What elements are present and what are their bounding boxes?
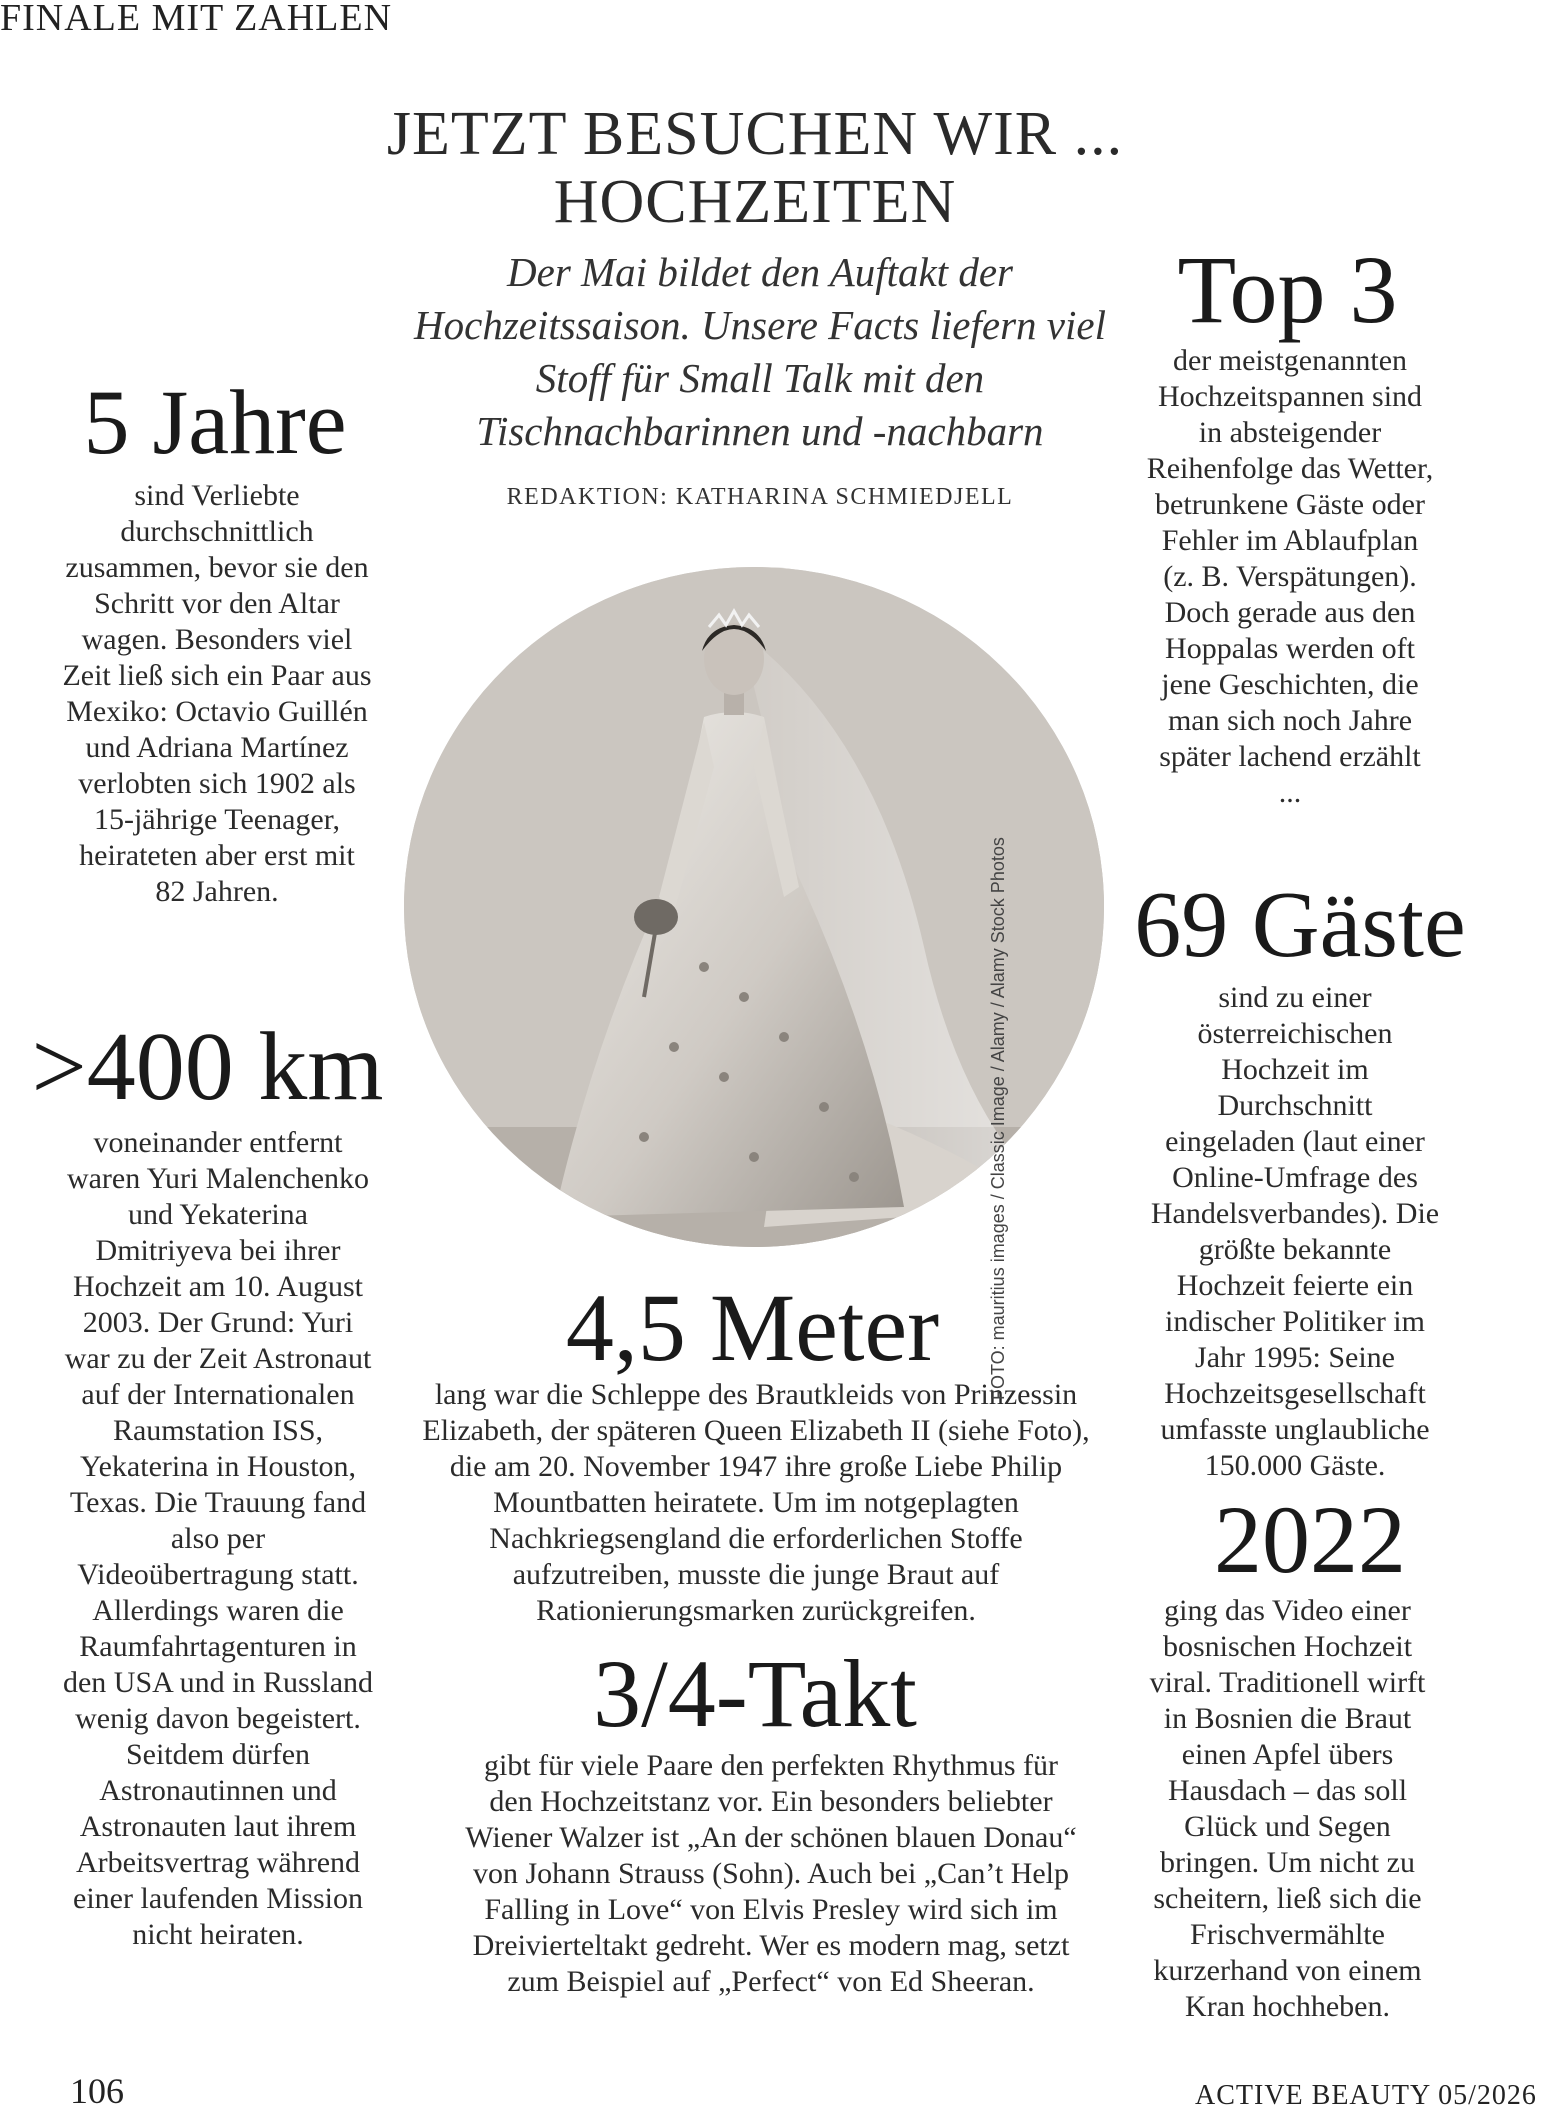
fact-takt-number: 3/4-Takt xyxy=(593,1640,917,1747)
fact-jahre-text: sind Verliebte durchschnittlich zusammen, bevor sie den Schritt vor den Altar wagen. Besonders viel Zeit ließ sich ein Paar aus Mexiko: Octavio Guillén und Adriana Martínez verlobten sich 1902 als 15-jährige Teenager, heirateten aber erst mit 82 Jahren. xyxy=(62,479,372,908)
magazine-name: ACTIVE BEAUTY 05/2026 xyxy=(1195,2080,1537,2111)
headline-line-1: JETZT BESUCHEN WIR ... xyxy=(386,100,1124,168)
intro-text: Der Mai bildet den Auftakt der Hochzeitssaison. Unsere Facts liefern viel Stoff für Small Talk mit den Tischnachbarinnen und -nachbarn xyxy=(414,249,1106,454)
fact-gaeste-text: sind zu einer österreichischen Hochzeit im Durchschnitt eingeladen (laut einer Online-Umfrage des Handelsverbandes). Die größte bekannte Hochzeit feierte ein indischer Politiker im Jahr 1995: Seine Hochzeitsgesellschaft umfasste unglaubliche 150.000 Gäste. xyxy=(1150,981,1440,1482)
fact-top3-number: Top 3 xyxy=(1177,236,1398,343)
byline: REDAKTION: KATHARINA SCHMIEDJELL xyxy=(506,484,1014,510)
fact-km-number: >400 km xyxy=(31,1013,384,1121)
section-label: FINALE MIT ZAHLEN xyxy=(0,0,393,39)
fact-year-number: 2022 xyxy=(1214,1486,1406,1593)
fact-meter-number: 4,5 Meter xyxy=(565,1274,940,1381)
fact-jahre-number: 5 Jahre xyxy=(83,371,347,473)
photo-credit-text: FOTO: mauritius images / Classic Image / Alamy / Alamy Stock Photos xyxy=(988,837,1008,1400)
fact-km-text: voneinander entfernt waren Yuri Malenchenko und Yekaterina Dmitriyeva bei ihrer Hochzeit am 10. August 2003. Der Grund: Yuri war zu der Zeit Astronaut auf der Internationalen Raumstation ISS, Yekaterina in Houston, Texas. Die Trauung fand also per Videoübertragung statt. Allerdings waren die Raumfahrtagenturen in den USA und in Russland wenig davon begeistert. Seitdem dürfen Astronautinnen und Astronauten laut ihrem Arbeitsvertrag während einer laufenden Mission nicht heiraten. xyxy=(62,1126,374,1951)
page-number: 106 xyxy=(70,2071,124,2111)
headline xyxy=(360,100,1150,236)
fact-year-text: ging das Video einer bosnischen Hochzeit viral. Traditionell wirft in Bosnien die Braut einen Apfel übers Hausdach – das soll Glück und Segen bringen. Um nicht zu scheitern, ließ sich die Frischvermählte kurzerhand von einem Kran hochheben. xyxy=(1149,1594,1426,2023)
fact-takt-text: gibt für viele Paare den perfekten Rhythmus für den Hochzeitstanz vor. Ein besonders beliebter Wiener Walzer ist „An der schönen blauen Donau“ von Johann Strauss (Sohn). Auch bei „Can’t Help Falling in Love“ von Elvis Presley wird sich im Dreivierteltakt gedreht. Wer es modern mag, setzt zum Beispiel auf „Perfect“ von Ed Sheeran. xyxy=(465,1749,1077,1998)
fact-gaeste-number: 69 Gäste xyxy=(1134,873,1466,977)
fact-meter-text: lang war die Schleppe des Brautkleids von Prinzessin Elizabeth, der späteren Queen Elizabeth II (siehe Foto), die am 20. November 1947 ihre große Liebe Philip Mountbatten heiratete. Um im notgeplagten Nachkriegsengland die erforderlichen Stoffe aufzutreiben, musste die junge Braut auf Rationierungsmarken zurückgreifen. xyxy=(422,1378,1090,1627)
fact-top3-text: der meistgenannten Hochzeitspannen sind in absteigender Reihenfolge das Wetter, betrunkene Gäste oder Fehler im Ablaufplan (z. B. Verspätungen). Doch gerade aus den Hoppalas werden oft jene Geschichten, die man sich noch Jahre später lachend erzählt ... xyxy=(1146,344,1434,809)
headline-line-2: HOCHZEITEN xyxy=(553,168,957,236)
